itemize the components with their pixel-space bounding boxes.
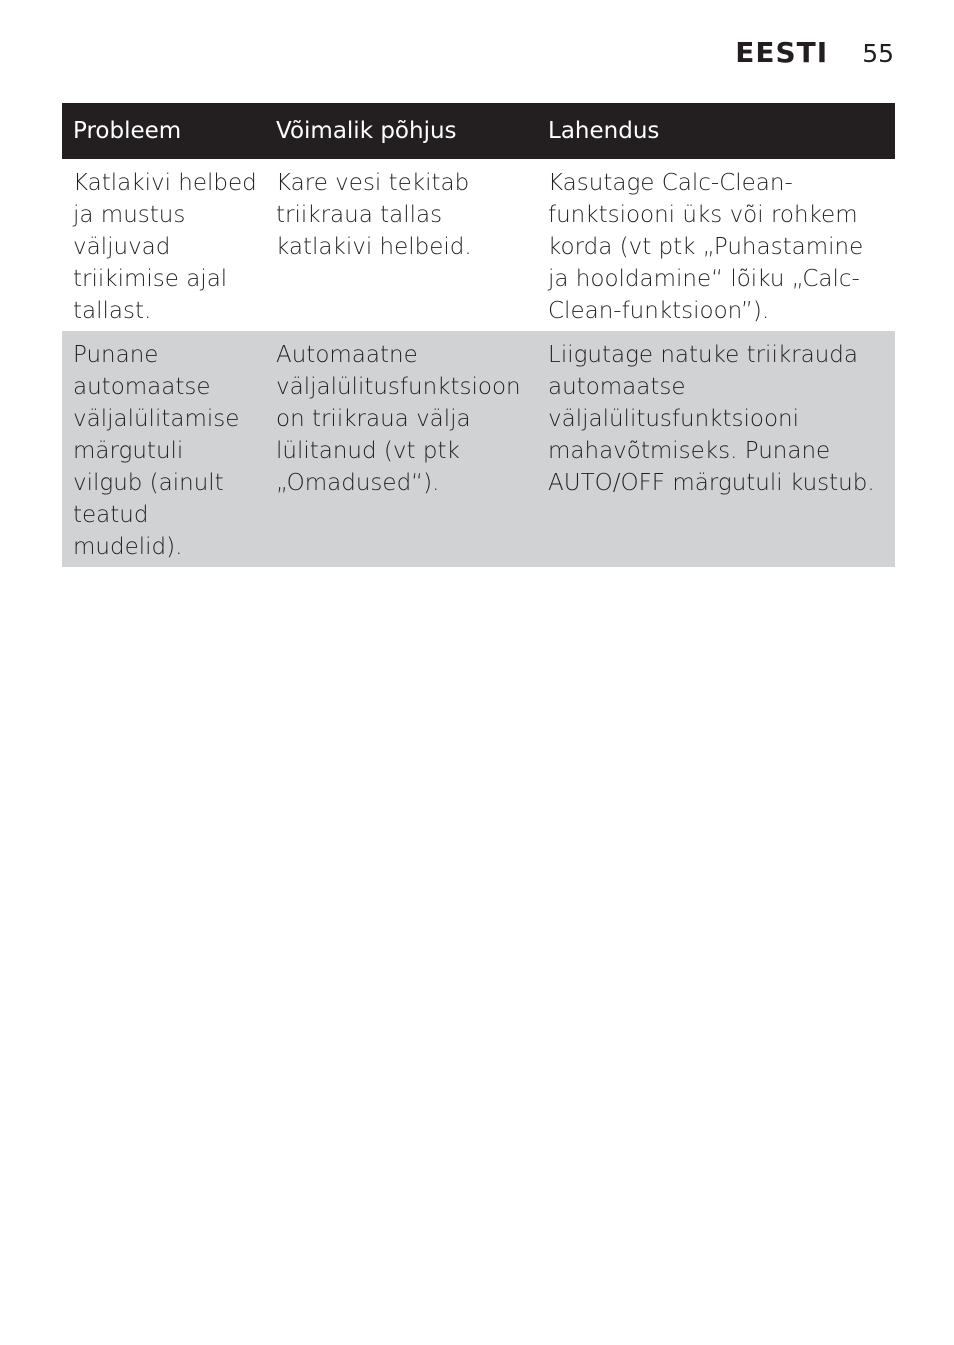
problem-cell: Punane automaatse väljalülitamise märgutuli vilgub (ainult teatud mudelid). — [62, 331, 265, 567]
cause-cell: Automaatne väljalülitusfunktsioon on triikraua välja lülitanud (vt ptk „Omadused“). — [265, 331, 537, 567]
table-row — [62, 331, 895, 567]
column-header-cause: Võimalik põhjus — [265, 103, 537, 159]
problem-cell: Katlakivi helbed ja mustus väljuvad triikimise ajal tallast. — [62, 159, 265, 331]
column-header-problem: Probleem — [62, 103, 265, 159]
troubleshooting-table — [62, 103, 895, 567]
page-number: 55 — [862, 39, 894, 68]
table-row — [62, 159, 895, 331]
column-header-solution: Lahendus — [537, 103, 895, 159]
solution-cell: Liigutage natuke triikrauda automaatse väljalülitusfunktsiooni mahavõtmiseks. Punane AUTO/OFF märgutuli kustub. — [537, 331, 895, 567]
section-title: EESTI — [735, 36, 829, 69]
page-header — [735, 36, 894, 69]
cause-cell: Kare vesi tekitab triikraua tallas katlakivi helbeid. — [265, 159, 537, 331]
solution-cell: Kasutage Calc-Clean-funktsiooni üks või rohkem korda (vt ptk „Puhastamine ja hooldamine“ lõiku „Calc-Clean-funktsioon”). — [537, 159, 895, 331]
table-header-row — [62, 103, 895, 159]
